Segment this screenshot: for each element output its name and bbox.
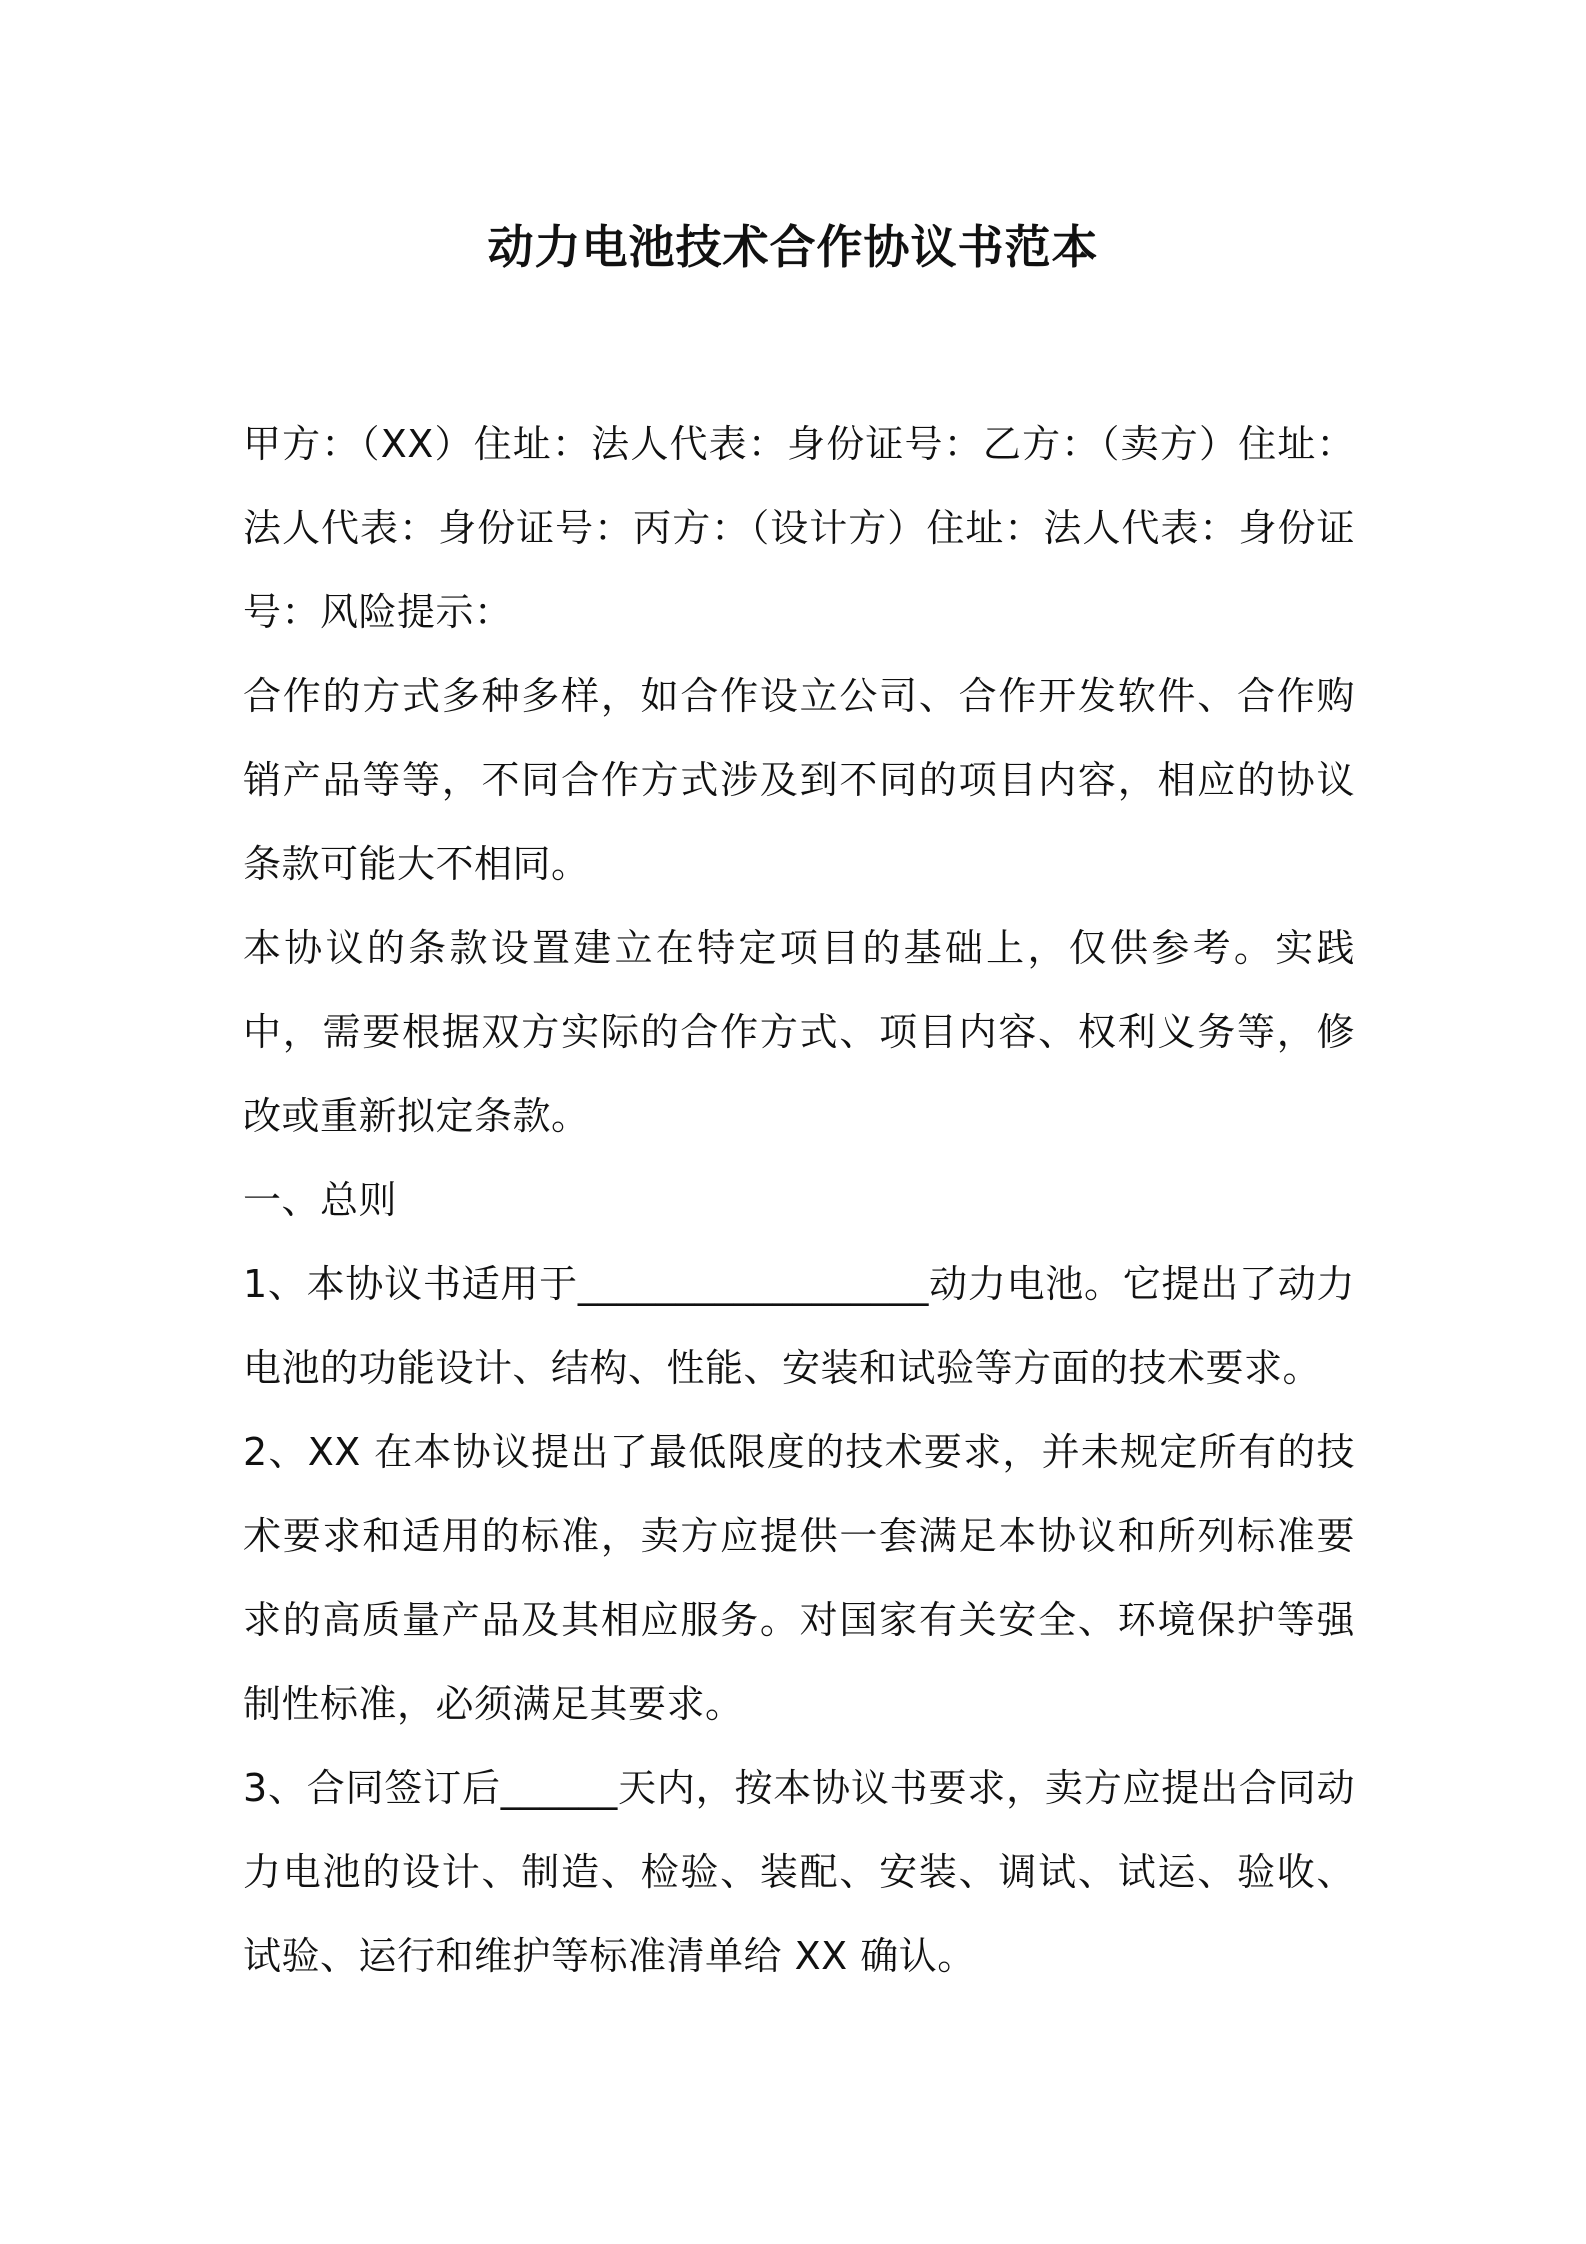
clause-1: 1、本协议书适用于__________________动力电池。它提出了动力电池的功能设计、结构、性能、安装和试验等方面的技术要求。: [243, 1262, 1355, 1390]
document-body: [243, 402, 1355, 1998]
document-title: 动力电池技术合作协议书范本: [487, 220, 1099, 274]
parties-paragraph: 甲方：（XX）住址：法人代表：身份证号：乙方：（卖方）住址：法人代表：身份证号：丙方：（设计方）住址：法人代表：身份证号：风险提示：: [243, 422, 1355, 634]
risk-notice-paragraph-2: 本协议的条款设置建立在特定项目的基础上，仅供参考。实践中，需要根据双方实际的合作方式、项目内容、权利义务等，修改或重新拟定条款。: [243, 926, 1355, 1138]
section-heading-general: 一、总则: [243, 1178, 398, 1222]
clause-2: 2、XX 在本协议提出了最低限度的技术要求，并未规定所有的技术要求和适用的标准，卖方应提供一套满足本协议和所列标准要求的高质量产品及其相应服务。对国家有关安全、环境保护等强制性标准，必须满足其要求。: [243, 1430, 1355, 1726]
risk-notice-paragraph-1: 合作的方式多种多样，如合作设立公司、合作开发软件、合作购销产品等等，不同合作方式涉及到不同的项目内容，相应的协议条款可能大不相同。: [243, 674, 1355, 886]
clause-3: 3、合同签订后______天内，按本协议书要求，卖方应提出合同动力电池的设计、制造、检验、装配、安装、调试、试运、验收、试验、运行和维护等标准清单给 XX 确认。: [243, 1766, 1355, 1978]
